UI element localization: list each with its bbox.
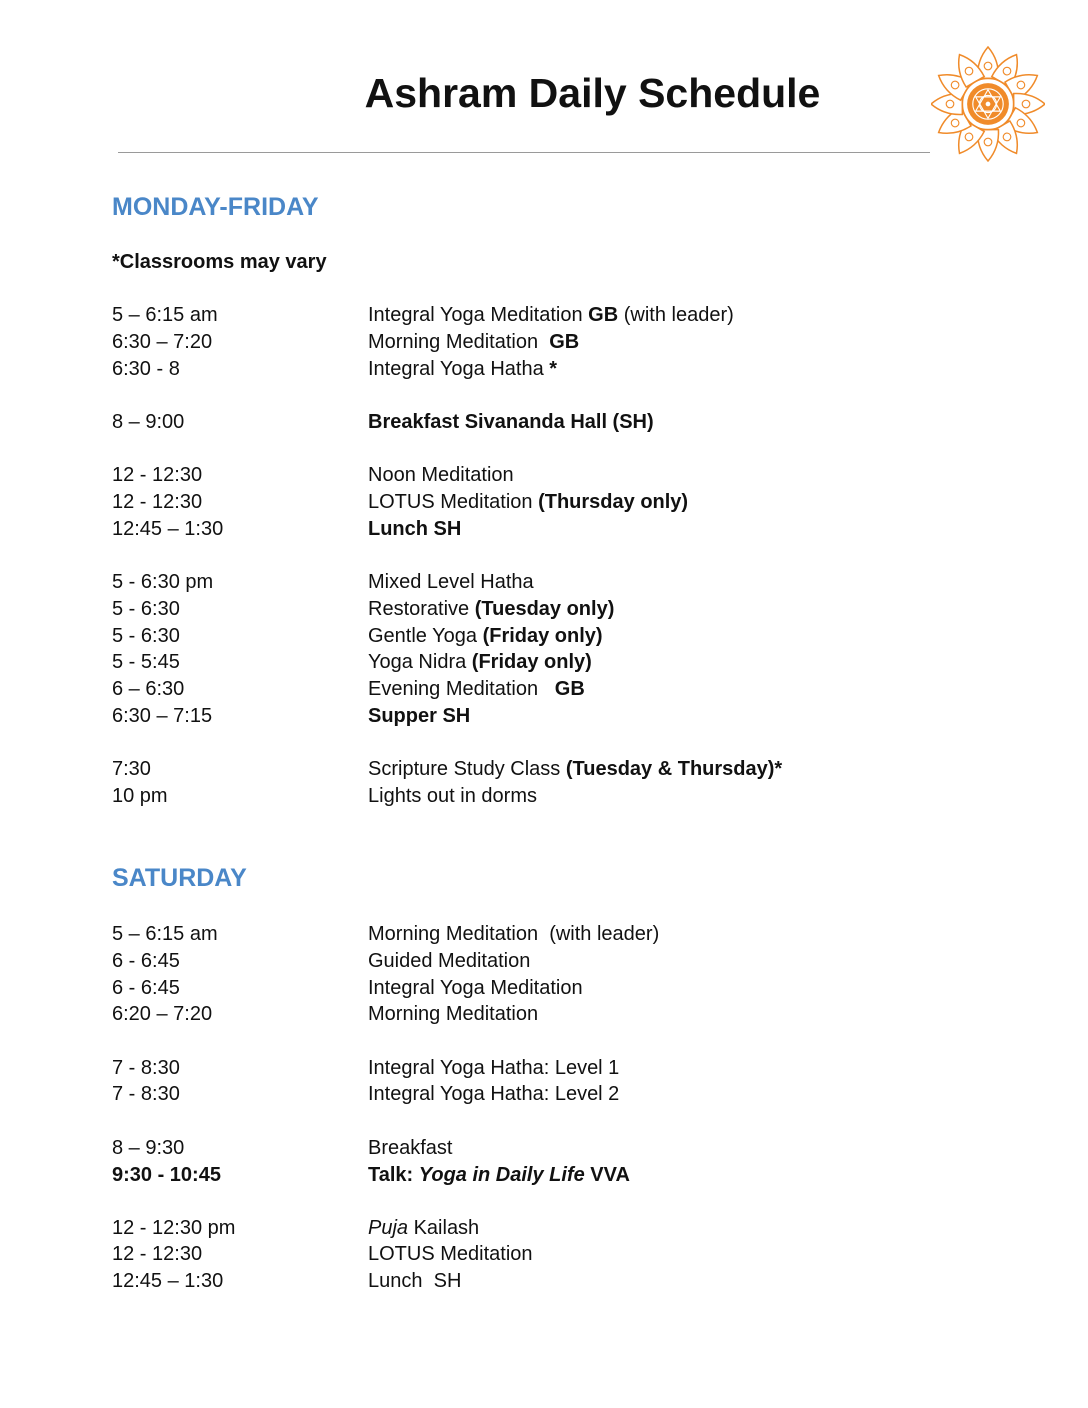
- schedule-activity: [368, 329, 579, 356]
- schedule-time: 5 – 6:15 am: [112, 304, 218, 326]
- schedule-row: [112, 302, 972, 329]
- activity-text: Integral Yoga Hatha: Level 1: [368, 1057, 620, 1079]
- activity-text: Lunch SH: [368, 518, 462, 540]
- schedule-activity: [368, 1241, 533, 1268]
- activity-text: Lights out in dorms: [368, 785, 537, 807]
- activity-text: Integral Yoga Hatha: [368, 358, 550, 380]
- activity-text: Breakfast Sivananda Hall (SH): [368, 411, 654, 433]
- activity-text: Integral Yoga Meditation: [368, 304, 589, 326]
- schedule-time: 5 - 6:30: [112, 625, 180, 647]
- schedule-time: 5 - 5:45: [112, 651, 180, 673]
- schedule-time: 6 - 6:45: [112, 977, 180, 999]
- schedule-row: [112, 596, 972, 623]
- schedule-activity: [368, 623, 603, 650]
- schedule-time: 6:30 – 7:20: [112, 331, 213, 353]
- schedule-time: 5 - 6:30: [112, 598, 180, 620]
- schedule-activity: [368, 1081, 619, 1108]
- activity-text: (Friday only): [471, 651, 592, 673]
- schedule-row: [112, 489, 972, 516]
- activity-text: GB: [554, 678, 585, 700]
- section-heading-weekdays: MONDAY-FRIDAY: [112, 193, 319, 221]
- schedule-row: [112, 623, 972, 650]
- page-title: Ashram Daily Schedule: [364, 70, 821, 116]
- schedule-time: 8 – 9:30: [112, 1137, 185, 1159]
- schedule-activity: [368, 302, 734, 329]
- schedule-row: [112, 676, 972, 703]
- lotus-interfaith-emblem-icon: [931, 41, 1045, 167]
- activity-text: LOTUS Meditation: [368, 1243, 533, 1265]
- activity-text: Integral Yoga Meditation: [368, 977, 583, 999]
- activity-text: (Thursday only): [538, 491, 689, 513]
- activity-text: Gentle Yoga: [368, 625, 483, 647]
- activity-text: LOTUS Meditation: [368, 491, 539, 513]
- schedule-row: [112, 783, 972, 810]
- activity-text: Integral Yoga Hatha: Level 2: [368, 1083, 620, 1105]
- schedule-time: 10 pm: [112, 785, 168, 807]
- schedule-activity: [368, 596, 614, 623]
- title-divider: [118, 152, 930, 153]
- schedule-time: 6 - 6:45: [112, 950, 180, 972]
- schedule-activity: [368, 703, 470, 730]
- schedule-row: [112, 1055, 972, 1082]
- activity-text: Morning Meditation: [368, 331, 550, 353]
- activity-text: Morning Meditation: [368, 1003, 539, 1025]
- activity-text: *: [549, 358, 558, 380]
- classroom-note: *Classrooms may vary: [112, 251, 327, 273]
- schedule-row: [112, 948, 972, 975]
- schedule-row: [112, 975, 972, 1002]
- schedule-activity: [368, 1055, 619, 1082]
- activity-text: Puja: [368, 1217, 409, 1239]
- schedule-activity: [368, 1135, 452, 1162]
- activity-text: GB: [549, 331, 580, 353]
- activity-text: Yoga Nidra: [368, 651, 472, 673]
- schedule-row: [112, 569, 972, 596]
- schedule-activity: [368, 356, 557, 383]
- activity-text: (with leader): [618, 304, 734, 326]
- schedule-row: [112, 1215, 972, 1242]
- schedule-activity: [368, 649, 592, 676]
- schedule-row: [112, 756, 972, 783]
- schedule-activity: [368, 1001, 538, 1028]
- activity-text: Talk:: [368, 1164, 419, 1186]
- schedule-activity: [368, 516, 461, 543]
- schedule-activity: [368, 756, 782, 783]
- schedule-activity: [368, 1268, 461, 1295]
- activity-text: Restorative: [368, 598, 475, 620]
- schedule-row: [112, 1162, 972, 1189]
- activity-text: (Tuesday only): [474, 598, 615, 620]
- schedule-time: 12:45 – 1:30: [112, 1270, 224, 1292]
- activity-text: Evening Meditation: [368, 678, 555, 700]
- schedule-time: 8 – 9:00: [112, 411, 185, 433]
- activity-text: Yoga in Daily Life: [418, 1164, 585, 1186]
- schedule-activity: [368, 676, 585, 703]
- activity-text: Mixed Level Hatha: [368, 571, 534, 593]
- activity-text: GB: [588, 304, 619, 326]
- schedule-activity: [368, 975, 583, 1002]
- schedule-time: 5 - 6:30 pm: [112, 571, 214, 593]
- activity-text: (Friday only): [482, 625, 603, 647]
- schedule-activity: [368, 569, 534, 596]
- schedule-time: 12 - 12:30 pm: [112, 1217, 236, 1239]
- schedule-row: [112, 1001, 972, 1028]
- schedule-row: [112, 703, 972, 730]
- schedule-time: 12:45 – 1:30: [112, 518, 224, 540]
- schedule-activity: [368, 489, 688, 516]
- schedule-row: [112, 1268, 972, 1295]
- schedule-activity: [368, 783, 537, 810]
- schedule-activity: [368, 409, 654, 436]
- schedule-row: [112, 516, 972, 543]
- schedule-activity: [368, 462, 514, 489]
- schedule-activity: [368, 948, 530, 975]
- schedule-time: 12 - 12:30: [112, 1243, 203, 1265]
- schedule-time: 6:20 – 7:20: [112, 1003, 213, 1025]
- schedule-time: 9:30 - 10:45: [112, 1164, 221, 1186]
- schedule-row: [112, 329, 972, 356]
- schedule-time: 12 - 12:30: [112, 464, 203, 486]
- schedule-time: 12 - 12:30: [112, 491, 203, 513]
- activity-text: Kailash: [408, 1217, 480, 1239]
- activity-text: (Tuesday & Thursday)*: [565, 758, 783, 780]
- schedule-row: [112, 462, 972, 489]
- schedule-row: [112, 409, 972, 436]
- schedule-time: 7 - 8:30: [112, 1083, 180, 1105]
- schedule-row: [112, 1241, 972, 1268]
- schedule-row: [112, 356, 972, 383]
- schedule-time: 5 – 6:15 am: [112, 923, 218, 945]
- schedule-time: 7 - 8:30: [112, 1057, 180, 1079]
- activity-text: Noon Meditation: [368, 464, 514, 486]
- schedule-time: 6:30 - 8: [112, 358, 180, 380]
- schedule-row: [112, 1081, 972, 1108]
- activity-text: Scripture Study Class: [368, 758, 566, 780]
- section-heading-saturday: SATURDAY: [112, 864, 247, 892]
- activity-text: Morning Meditation (with leader): [368, 923, 660, 945]
- schedule-row: [112, 649, 972, 676]
- activity-text: Lunch SH: [368, 1270, 462, 1292]
- schedule-time: 6:30 – 7:15: [112, 705, 213, 727]
- schedule-activity: [368, 1162, 630, 1189]
- schedule-activity: [368, 921, 659, 948]
- schedule-row: [112, 1135, 972, 1162]
- activity-text: VVA: [584, 1164, 630, 1186]
- activity-text: Supper SH: [368, 705, 471, 727]
- schedule-time: 6 – 6:30: [112, 678, 185, 700]
- schedule-row: [112, 921, 972, 948]
- activity-text: Guided Meditation: [368, 950, 531, 972]
- activity-text: Breakfast: [368, 1137, 453, 1159]
- schedule-activity: [368, 1215, 479, 1242]
- schedule-time: 7:30: [112, 758, 151, 780]
